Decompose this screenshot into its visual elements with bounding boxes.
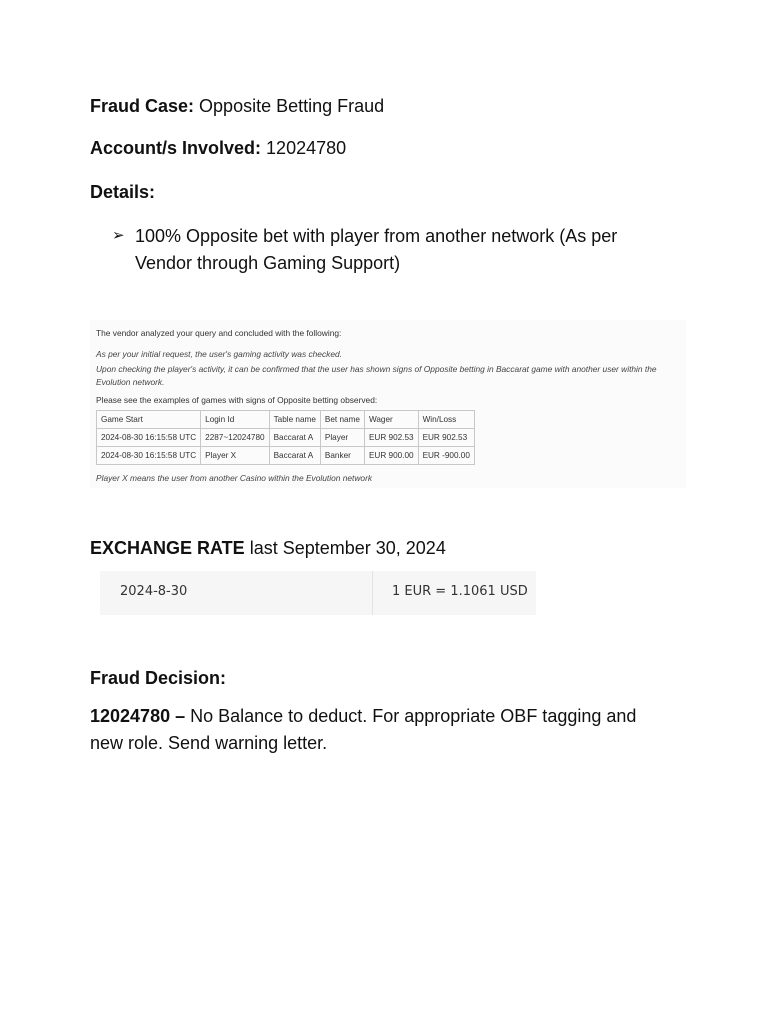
table-header-cell: Win/Loss <box>418 411 474 429</box>
table-cell: 2024-08-30 16:15:58 UTC <box>97 429 201 447</box>
fraud-case-line <box>90 95 384 117</box>
decision-label: Fraud Decision: <box>90 668 227 688</box>
table-cell: Baccarat A <box>269 429 320 447</box>
table-cell: Player X <box>201 447 269 465</box>
exchange-rate-label: EXCHANGE RATE <box>90 538 245 558</box>
details-heading <box>90 181 155 203</box>
table-header-cell: Table name <box>269 411 320 429</box>
exchange-rate-date: 2024-8-30 <box>120 584 188 599</box>
fraud-case-label: Fraud Case: <box>90 96 195 116</box>
exchange-rate-value: 1 EUR = 1.1061 USD <box>392 584 528 599</box>
vendor-note: Player X means the user from another Casino within the Evolution network <box>96 473 373 483</box>
table-header-row <box>97 411 475 429</box>
accounts-value: 12024780 <box>266 138 347 158</box>
decision-text <box>90 703 670 757</box>
table-cell: EUR 902.53 <box>364 429 418 447</box>
details-bullet-text: 100% Opposite bet with player from another network (As per Vendor through Gaming Support) <box>135 226 618 273</box>
fraud-case-value: Opposite Betting Fraud <box>199 96 385 116</box>
vendor-finding: Upon checking the player's activity, it can be confirmed that the user has shown signs of Opposite betting in Baccarat game with another user within the Evolution network. <box>96 364 657 387</box>
details-bullet <box>112 223 672 277</box>
vendor-intro: The vendor analyzed your query and concluded with the following: <box>96 328 342 338</box>
table-cell: EUR 902.53 <box>418 429 474 447</box>
decision-account: 12024780 – <box>90 706 186 726</box>
exchange-rate-image <box>100 571 536 615</box>
arrow-bullet-icon: ➢ <box>112 227 125 244</box>
vendor-games-table <box>96 410 475 465</box>
exchange-rate-line <box>90 537 446 559</box>
table-header-cell: Bet name <box>320 411 364 429</box>
vendor-response-image <box>90 320 686 488</box>
table-cell: EUR -900.00 <box>418 447 474 465</box>
vendor-examples: Please see the examples of games with signs of Opposite betting observed: <box>96 395 378 405</box>
exchange-rate-divider <box>372 571 373 615</box>
accounts-label: Account/s Involved: <box>90 138 262 158</box>
decision-heading <box>90 667 226 689</box>
table-row <box>97 429 475 447</box>
table-cell: EUR 900.00 <box>364 447 418 465</box>
table-header-cell: Login Id <box>201 411 269 429</box>
table-cell: 2024-08-30 16:15:58 UTC <box>97 447 201 465</box>
table-cell: Banker <box>320 447 364 465</box>
table-row <box>97 447 475 465</box>
accounts-line <box>90 137 346 159</box>
table-header-cell: Wager <box>364 411 418 429</box>
decision-body: No Balance to deduct. For appropriate OBF tagging and new role. Send warning letter. <box>90 706 637 753</box>
exchange-rate-date-text: last September 30, 2024 <box>249 538 446 558</box>
table-cell: Baccarat A <box>269 447 320 465</box>
vendor-request: As per your initial request, the user's gaming activity was checked. <box>96 349 342 359</box>
table-cell: 2287~12024780 <box>201 429 269 447</box>
table-header-cell: Game Start <box>97 411 201 429</box>
details-label: Details: <box>90 182 156 202</box>
table-cell: Player <box>320 429 364 447</box>
